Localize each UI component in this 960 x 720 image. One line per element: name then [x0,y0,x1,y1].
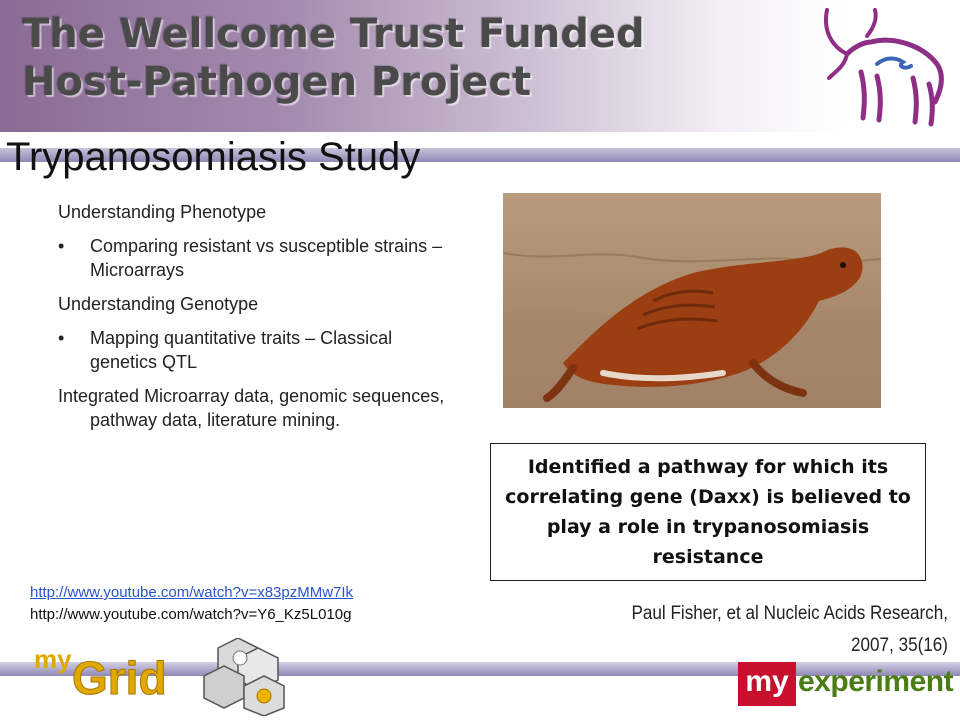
content-list [58,200,458,442]
youtube-link-2: http://www.youtube.com/watch?v=Y6_Kz5L010g [30,606,352,623]
myexperiment-word: experiment [798,665,954,698]
cattle-logo-icon [805,6,955,131]
video-links [30,582,353,626]
banner-title-line2: Host-Pathogen Project [22,59,532,105]
citation-line2: 2007, 35(16) [851,635,948,656]
youtube-link-1[interactable]: http://www.youtube.com/watch?v=x83pzMMw7Ik [30,584,354,601]
list-item: Integrated Microarray data, genomic sequences, pathway data, literature mining. [58,386,445,430]
cow-photo [503,193,881,408]
mygrid-grid-text: Grid [72,652,167,704]
slide-title: Trypanosomiasis Study [6,135,421,179]
citation-line1: Paul Fisher, et al Nucleic Acids Research, [631,603,948,624]
list-item: Understanding Genotype [58,294,259,314]
list-item-bullet: • Mapping quantitative traits – Classical genetics QTL [58,326,458,374]
banner-title-line1: The Wellcome Trust Funded [22,11,645,57]
mygrid-my-text: my [34,644,72,674]
list-item-bullet: • Comparing resistant vs susceptible strains – Microarrays [58,234,458,282]
grid-cubes-icon [204,638,284,716]
myexperiment-logo [738,662,958,706]
header-banner [0,0,960,132]
citation [570,598,948,662]
mygrid-logo [30,638,290,716]
myexperiment-my: my [738,662,796,706]
callout-box [490,443,926,581]
list-item: Understanding Phenotype [58,202,267,222]
banner-title [22,10,645,106]
callout-text: Identified a pathway for which its correlating gene (Daxx) is believed to play a role in trypanosomiasis resistance [505,456,911,568]
